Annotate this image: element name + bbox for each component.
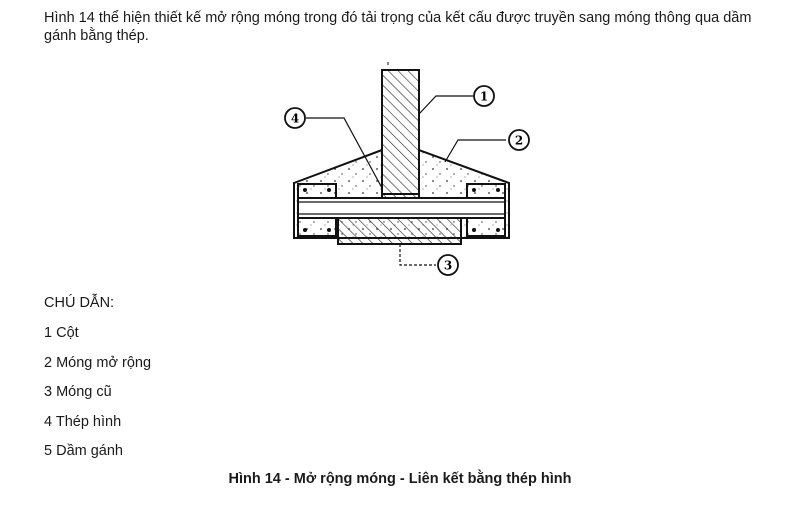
legend-item: 4 Thép hình — [44, 413, 122, 430]
legend-item: 5 Dầm gánh — [44, 443, 123, 459]
figure-caption: Hình 14 - Mở rộng móng - Liên kết bằng thép hình — [228, 471, 572, 487]
column-shape — [382, 70, 419, 198]
svg-text:4: 4 — [290, 111, 300, 126]
callout-4 — [285, 108, 305, 128]
foundation-drawing — [276, 58, 538, 280]
callout-2 — [509, 130, 529, 150]
old-foundation-shape — [338, 218, 461, 244]
legend-item: 3 Móng cũ — [44, 384, 112, 400]
svg-text:2: 2 — [514, 133, 524, 148]
steel-beam-shape — [298, 198, 505, 218]
legend-item: 1 Cột — [44, 325, 79, 341]
legend-item: 2 Móng mở rộng — [44, 354, 152, 371]
legend-title: CHÚ DẪN: — [44, 295, 115, 311]
svg-text:3: 3 — [443, 258, 453, 273]
callout-1 — [474, 86, 494, 106]
svg-text:1: 1 — [479, 89, 489, 104]
callout-3 — [438, 255, 458, 275]
intro-paragraph: Hình 14 thể hiện thiết kế mở rộng móng trong đó tải trọng của kết cấu được truyền sang móng thông qua dầm gánh bằng thép. — [44, 10, 752, 44]
legend-list — [44, 324, 151, 472]
